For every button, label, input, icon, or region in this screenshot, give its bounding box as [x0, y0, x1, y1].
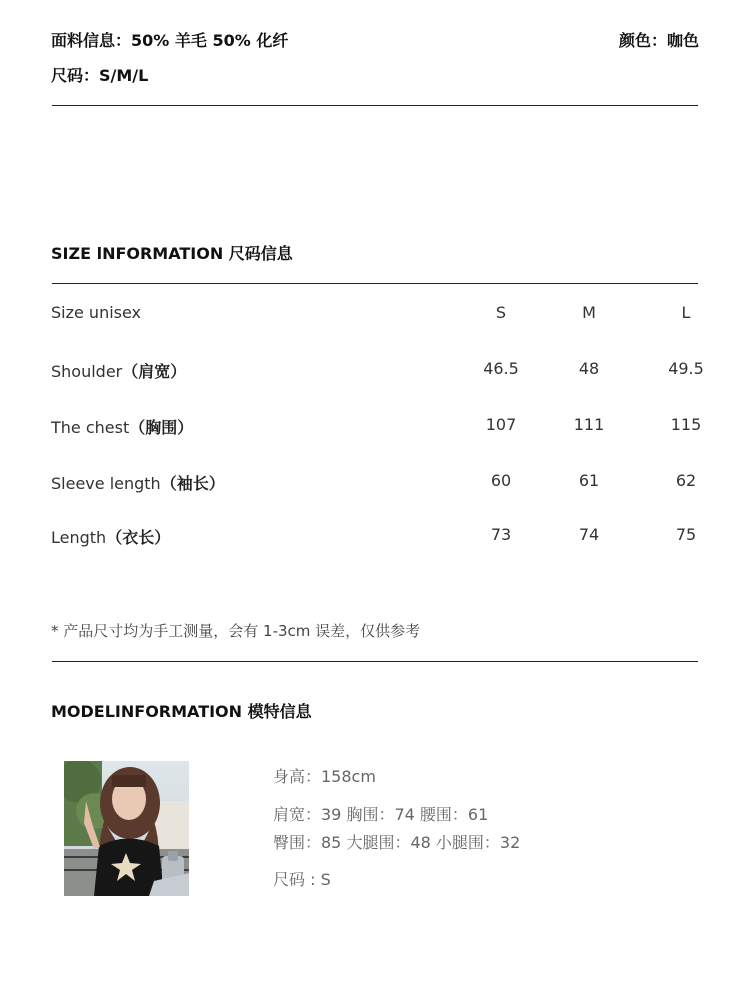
size-cell: 75 — [675, 525, 697, 544]
size-cell: 111 — [573, 415, 605, 434]
size-header-label: Size unisex — [51, 303, 142, 322]
color-label: 颜色： — [618, 31, 667, 50]
size-cell: 73 — [490, 525, 512, 544]
label-en: Length — [51, 528, 107, 547]
sizes-info — [51, 66, 148, 86]
size-header-m: M — [582, 303, 596, 322]
model-photo — [64, 761, 189, 896]
size-row-label — [51, 359, 186, 382]
size-row-length — [51, 525, 711, 549]
label-cn: （肩宽） — [122, 362, 187, 381]
size-row-label — [51, 525, 170, 548]
size-cell: 49.5 — [668, 359, 704, 378]
label-en: Sleeve length — [51, 474, 161, 493]
divider-top — [52, 105, 698, 106]
model-height: 身高：158cm — [273, 767, 376, 786]
model-measurements-1: 肩宽：39 胸围：74 腰围：61 — [273, 805, 489, 824]
model-size: 尺码 : S — [273, 870, 331, 889]
size-row-label — [51, 471, 225, 494]
size-row-sleeve — [51, 471, 711, 495]
label-en: Shoulder — [51, 362, 123, 381]
fabric-value: 50% 羊毛 50% 化纤 — [131, 31, 289, 50]
size-cell: 62 — [675, 471, 697, 490]
size-cell: 46.5 — [483, 359, 519, 378]
size-cell: 48 — [578, 359, 600, 378]
size-row-chest — [51, 415, 711, 439]
color-value: 咖色 — [666, 31, 699, 50]
size-section-title: SIZE lNFORMATION 尺码信息 — [51, 244, 293, 263]
model-photo-illustration — [64, 761, 189, 896]
label-cn: （胸围） — [129, 418, 194, 437]
fabric-info — [51, 31, 288, 51]
size-cell: 74 — [578, 525, 600, 544]
label-cn: （袖长） — [160, 474, 225, 493]
size-row-label — [51, 415, 193, 438]
color-info — [619, 31, 699, 51]
size-cell: 115 — [670, 415, 702, 434]
size-cell: 107 — [485, 415, 517, 434]
measurement-note: * 产品尺寸均为手工测量，会有 1-3cm 误差，仅供参考 — [51, 622, 421, 640]
divider-note — [52, 661, 698, 662]
size-header-s: S — [495, 303, 507, 322]
model-measurements-2: 臀围：85 大腿围：48 小腿围：32 — [273, 833, 521, 852]
size-cell: 60 — [490, 471, 512, 490]
model-section-title: MODELINFORMATION 模特信息 — [51, 702, 312, 721]
label-en: The chest — [51, 418, 130, 437]
divider-size — [52, 283, 698, 284]
label-cn: （衣长） — [106, 528, 171, 547]
sizes-value: S/M/L — [99, 66, 149, 85]
fabric-label: 面料信息： — [51, 31, 132, 50]
size-table-header — [51, 303, 711, 327]
size-row-shoulder — [51, 359, 711, 383]
size-cell: 61 — [578, 471, 600, 490]
sizes-label: 尺码： — [51, 66, 100, 85]
size-header-l: L — [681, 303, 691, 322]
